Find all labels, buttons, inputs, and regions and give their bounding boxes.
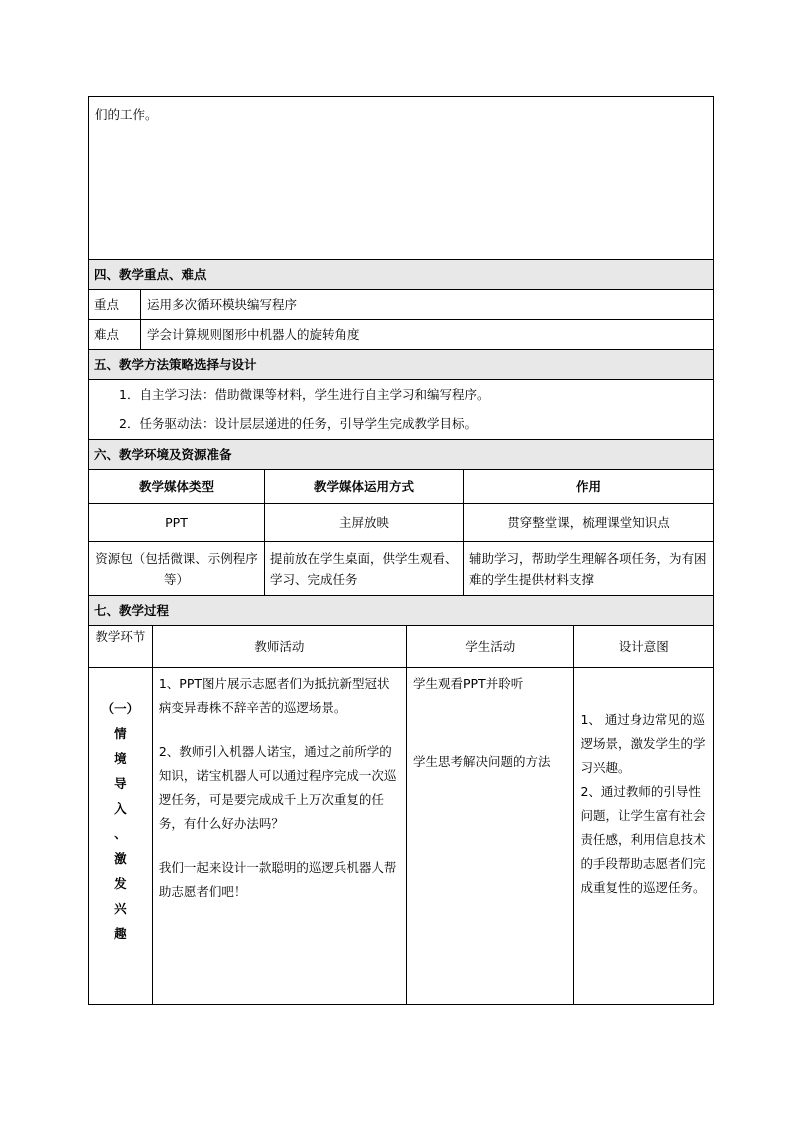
design-intent-item: 1、 通过身边常见的巡逻场景，激发学生的学习兴趣。: [580, 712, 706, 775]
stage-char: 发: [114, 876, 127, 891]
stage-char: 导: [114, 776, 127, 791]
media-cell: PPT: [89, 504, 265, 541]
key-point-value: 运用多次循环模块编写程序: [147, 297, 298, 312]
stage-char: 兴: [114, 901, 127, 916]
stage-char: 境: [114, 751, 127, 766]
intro-cell: [88, 96, 714, 259]
section-4-header: 四、教学重点、难点: [88, 259, 714, 289]
key-point-row: [88, 289, 714, 319]
teacher-activity-item: 2、教师引入机器人诺宝，通过之前所学的知识，诺宝机器人可以通过程序完成一次巡逻任务，可是要完成成千上万次重复的任务，有什么好办法吗？: [158, 744, 397, 831]
media-row: [88, 541, 714, 595]
section-7-header: 七、教学过程: [88, 595, 714, 625]
stage-cell: [89, 668, 153, 1004]
media-header-usage: 教学媒体运用方式: [265, 470, 464, 503]
method-item: 2．任务驱动法：设计层层递进的任务，引导学生完成教学目标。: [88, 409, 714, 439]
media-header-type: 教学媒体类型: [89, 470, 265, 503]
student-activity-cell: [407, 668, 574, 1004]
section-5-header: 五、教学方法策略选择与设计: [88, 349, 714, 379]
teacher-activity-item: 1、PPT图片展示志愿者们为抵抗新型冠状病变异毒株不辞辛苦的巡逻场景。: [158, 676, 390, 715]
difficulty-row: [88, 319, 714, 349]
media-header-purpose: 作用: [575, 479, 601, 494]
process-table-header: [88, 625, 714, 667]
stage-char: 趣: [114, 926, 127, 941]
process-header-intent: 设计意图: [618, 639, 669, 654]
process-row: [88, 667, 714, 1005]
lesson-plan-page: [88, 96, 714, 1005]
media-cell: 贯穿整堂课，梳理课堂知识点: [507, 515, 670, 530]
stage-char: （一）: [101, 701, 140, 716]
teacher-activity-item: 我们一起来设计一款聪明的巡逻兵机器人帮助志愿者们吧！: [158, 860, 397, 899]
design-intent-item: 2、通过教师的引导性问题，让学生富有社会责任感，利用信息技术的手段帮助志愿者们完成重复性的巡逻任务。: [580, 784, 706, 895]
stage-char: 情: [114, 726, 127, 741]
process-header-student: 学生活动: [407, 626, 574, 667]
section-6-header: 六、教学环境及资源准备: [88, 439, 714, 469]
difficulty-value: 学会计算规则图形中机器人的旋转角度: [147, 327, 360, 342]
method-item: 1．自主学习法：借助微课等材料，学生进行自主学习和编写程序。: [88, 379, 714, 409]
stage-char: 激: [114, 851, 127, 866]
process-header-stage: 教学环节: [89, 626, 153, 667]
media-row: [88, 503, 714, 541]
student-activity-item: 学生思考解决问题的方法: [412, 754, 551, 769]
teacher-activity-cell: [153, 668, 407, 1004]
design-intent-cell: [574, 668, 713, 1004]
media-cell: 主屏放映: [265, 504, 464, 541]
stage-char: 、: [114, 826, 127, 841]
key-point-label: 重点: [89, 290, 141, 319]
process-header-teacher: 教师活动: [153, 626, 407, 667]
difficulty-label: 难点: [89, 320, 141, 349]
student-activity-item: 学生观看PPT并聆听: [412, 676, 524, 691]
media-cell: 资源包（包括微课、示例程序等）: [89, 542, 265, 595]
media-cell: 提前放在学生桌面，供学生观看、学习、完成任务: [265, 542, 464, 595]
media-cell: 辅助学习，帮助学生理解各项任务，为有困难的学生提供材料支撑: [469, 551, 707, 587]
media-table-header: [88, 469, 714, 503]
intro-text: 们的工作。: [95, 107, 158, 122]
stage-char: 入: [114, 801, 127, 816]
